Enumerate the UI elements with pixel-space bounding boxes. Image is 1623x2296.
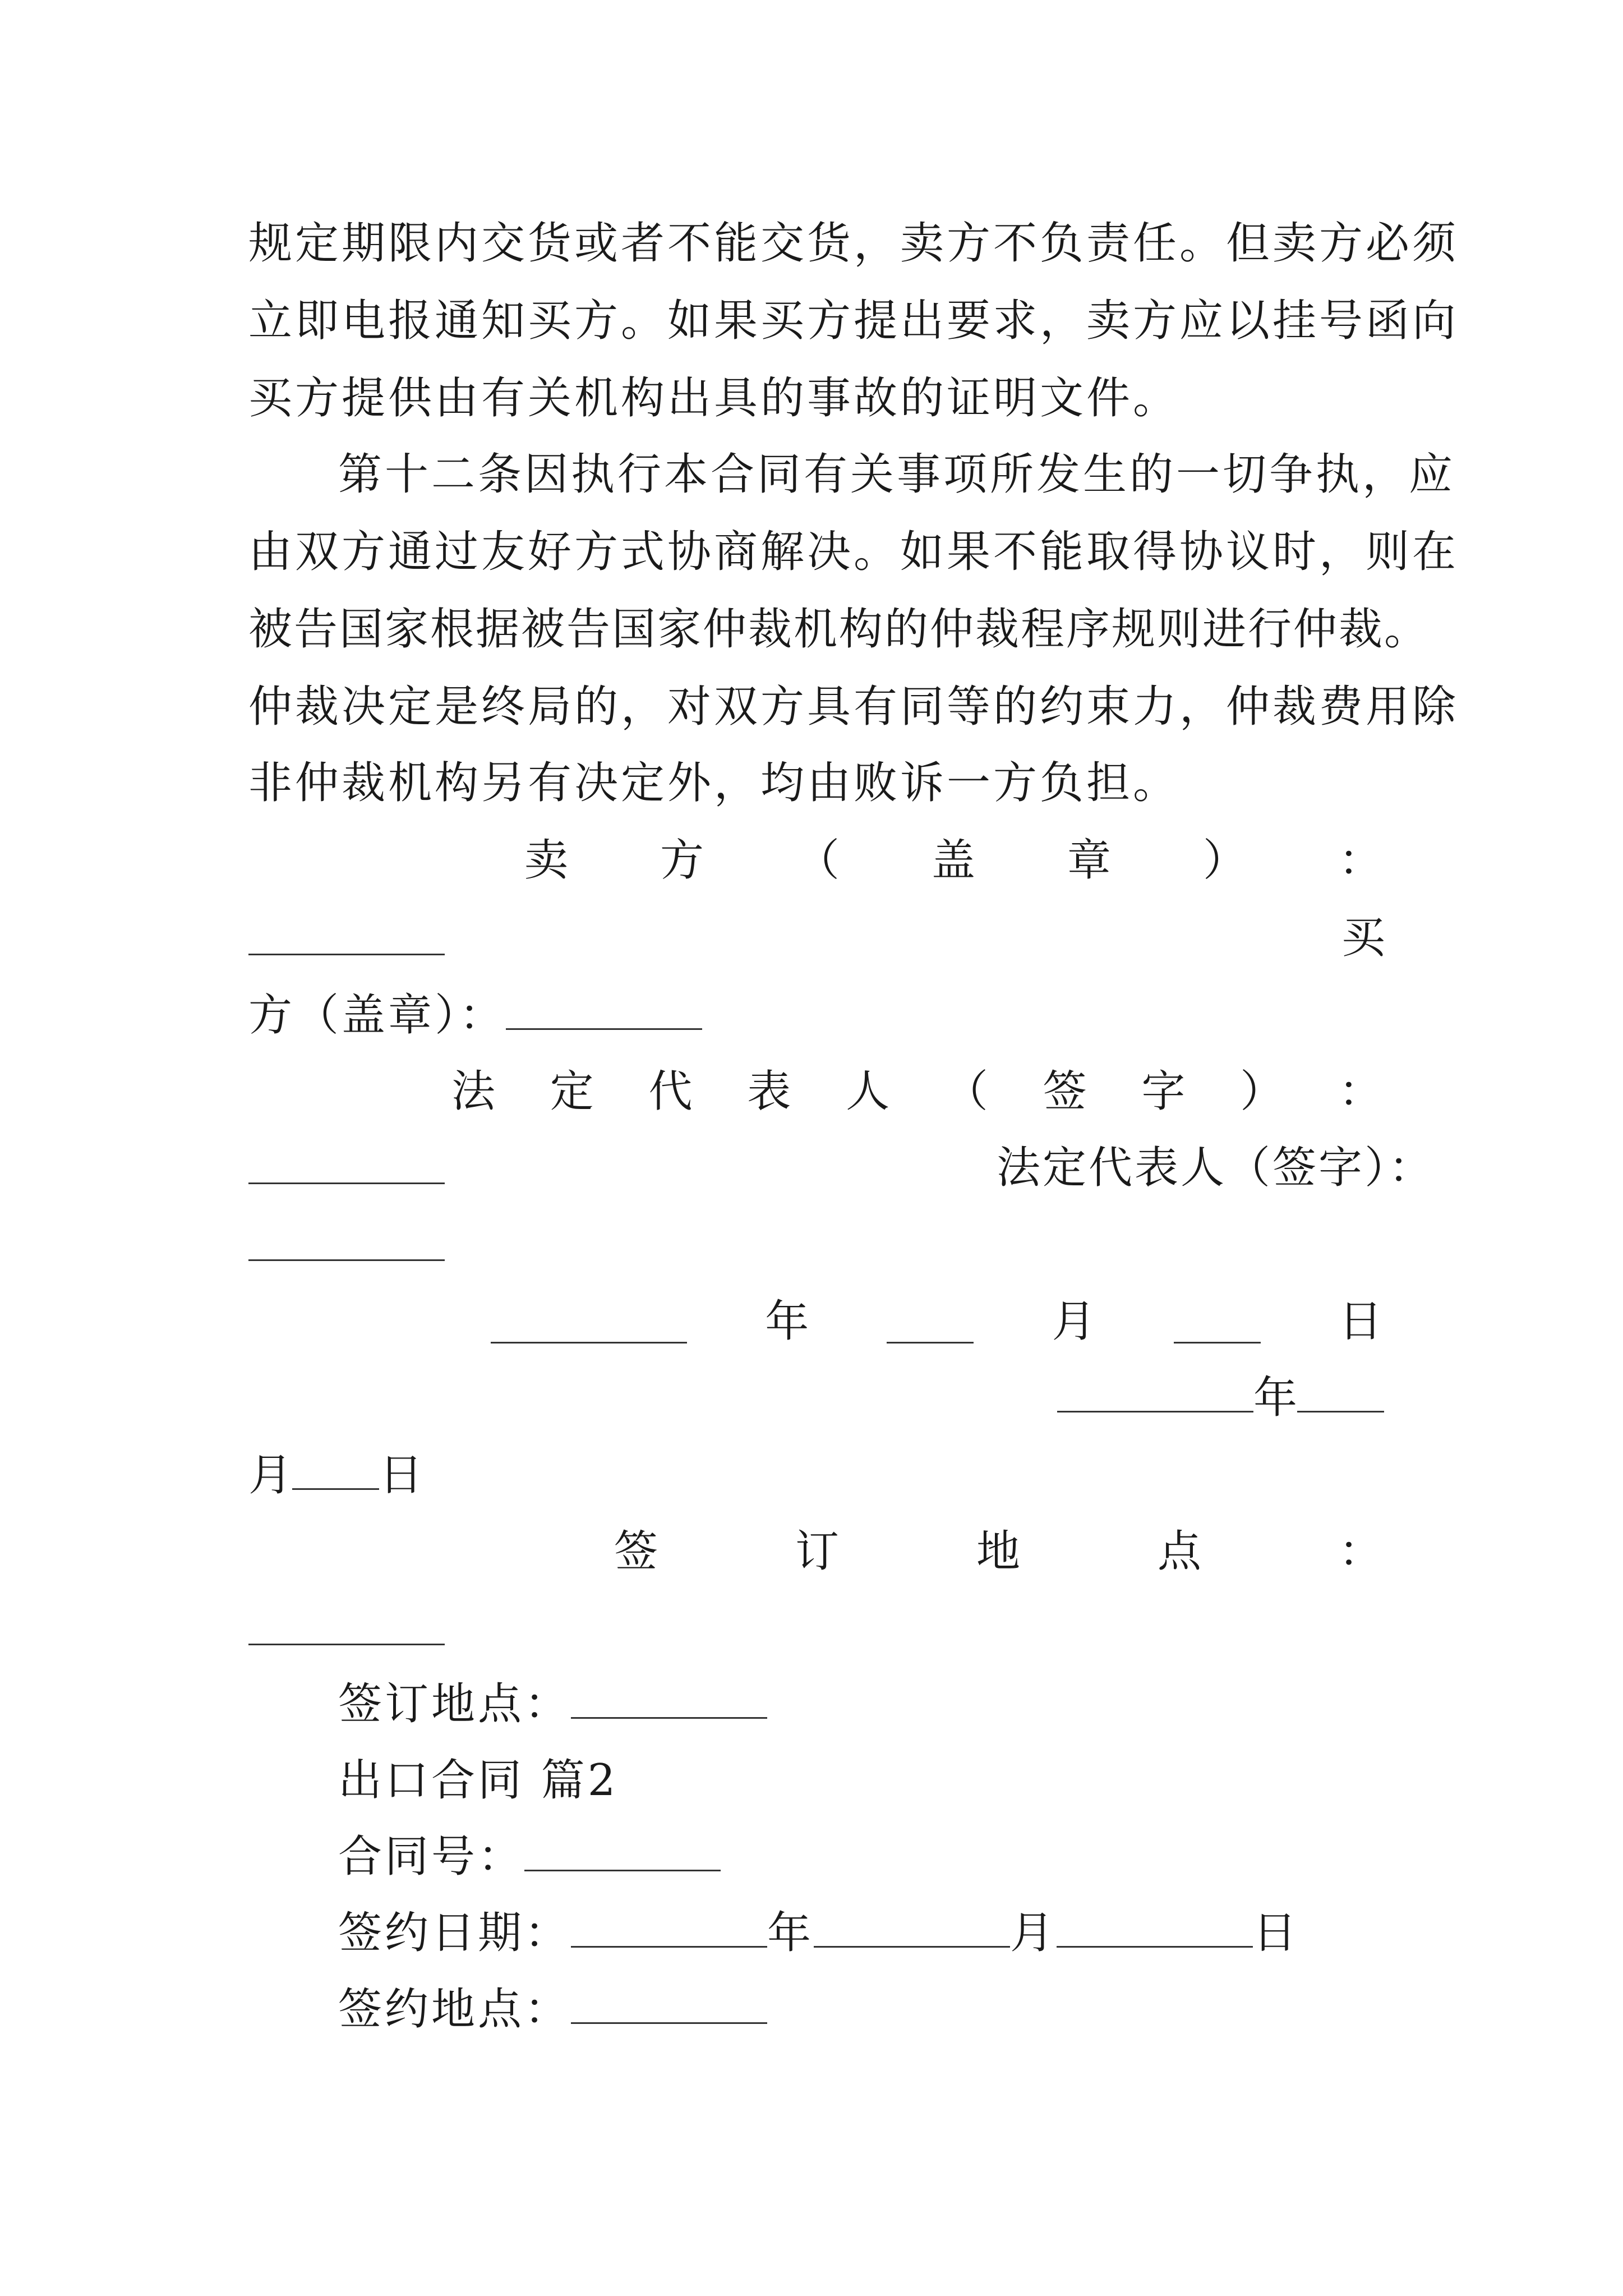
month-label: 月 [248, 1450, 293, 1501]
buyer-seal-row [248, 990, 702, 1041]
contract-no-label: 合同号： [338, 1832, 525, 1882]
body-line-1: 规定期限内交货或者不能交货，卖方不负责任。但卖方必须 [248, 218, 1459, 269]
sign-place-char: 订 [795, 1526, 839, 1577]
year-label: 年 [1253, 1373, 1298, 1423]
buyer-day-blank [292, 1455, 379, 1490]
seller-seal-blank [248, 954, 445, 955]
buyer-rep-blank [248, 1259, 445, 1261]
seller-seal-char: 章 [1067, 835, 1111, 886]
sign-date-label: 签约日期： [338, 1908, 571, 1958]
seller-seal-char: 盖 [931, 835, 975, 886]
sign-place-row [338, 1679, 767, 1729]
sign-date-month-blank [814, 1912, 1010, 1948]
sign-location-label: 签约地点： [338, 1984, 571, 2035]
seller-seal-char: 方 [660, 835, 704, 886]
sign-place-char: 地 [976, 1526, 1020, 1577]
body-line-3: 买方提供由有关机构出具的事故的证明文件。 [248, 373, 1180, 424]
month-label: 月 [1010, 1908, 1057, 1958]
rep-sign-char: 表 [747, 1066, 791, 1117]
section-2-title: 出口合同 篇2 [338, 1755, 619, 1806]
day-label: 日 [379, 1450, 423, 1501]
buyer-date-row-2 [248, 1450, 423, 1501]
sign-place-blank-2 [571, 1683, 767, 1719]
rep-sign-char: 法 [451, 1066, 496, 1117]
buyer-seal-blank [506, 995, 702, 1030]
day-label: 日 [1253, 1908, 1300, 1958]
rep-sign-char: （ [944, 1066, 988, 1117]
seller-seal-char: ） [1202, 835, 1247, 886]
sign-date-row [338, 1908, 1300, 1958]
sign-place-char: 签 [614, 1526, 658, 1577]
body-line-7: 仲裁决定是终局的，对双方具有同等的约束力，仲裁费用除 [248, 682, 1459, 732]
month-label: 月 [1052, 1296, 1096, 1347]
body-line-2: 立即电报通知买方。如果买方提出要求，卖方应以挂号函向 [248, 296, 1459, 346]
buyer-date-row-1 [1057, 1373, 1384, 1423]
sign-date-year-blank [571, 1912, 767, 1948]
contract-no-blank [524, 1836, 721, 1871]
seller-seal-char: （ [795, 835, 840, 886]
day-label: 日 [1338, 1296, 1382, 1347]
seller-seal-char: 卖 [524, 835, 569, 886]
body-line-8: 非仲裁机构另有决定外，均由败诉一方负担。 [248, 758, 1180, 808]
seller-seal-char: ： [1338, 835, 1382, 886]
rep-sign-label [451, 1066, 1382, 1117]
seller-month-blank [887, 1308, 974, 1343]
body-line-5: 由双方通过友好方式协商解决。如果不能取得协议时，则在 [248, 527, 1459, 577]
rep-sign-char: ： [1338, 1066, 1382, 1117]
year-label: 年 [767, 1908, 814, 1958]
rep-sign-char: 字 [1141, 1066, 1186, 1117]
seller-year-blank [491, 1308, 687, 1343]
contract-no-row [338, 1832, 721, 1882]
sign-place-blank [248, 1644, 445, 1645]
rep-sign-char: 签 [1043, 1066, 1087, 1117]
sign-place-char: 点 [1157, 1526, 1201, 1577]
sign-location-blank [571, 1989, 767, 2024]
rep-sign-char: 代 [648, 1066, 693, 1117]
body-line-6: 被告国家根据被告国家仲裁机构的仲裁程序规则进行仲裁。 [248, 604, 1430, 655]
buyer-seal-label: 方（盖章）： [248, 990, 506, 1041]
rep-sign-char: ） [1240, 1066, 1284, 1117]
rep-sign-char: 人 [846, 1066, 890, 1117]
seller-rep-blank [248, 1182, 445, 1184]
sign-place-label-2: 签订地点： [338, 1679, 571, 1729]
buyer-year-blank [1057, 1377, 1253, 1412]
sign-date-day-blank [1057, 1912, 1253, 1948]
buyer-month-blank [1297, 1377, 1384, 1412]
sign-place-label [614, 1526, 1382, 1577]
sign-location-row [338, 1984, 767, 2035]
sign-place-char: ： [1338, 1526, 1382, 1577]
seller-seal-label [524, 835, 1382, 886]
year-label: 年 [765, 1296, 809, 1347]
rep-sign-char: 定 [550, 1066, 594, 1117]
seller-day-blank [1174, 1308, 1261, 1343]
buyer-char: 买 [1341, 913, 1386, 963]
body-line-4: 第十二条因执行本合同有关事项所发生的一切争执，应 [338, 449, 1456, 500]
seller-date-row [491, 1296, 1382, 1347]
buyer-rep-sign-label: 法定代表人（签字）： [997, 1143, 1435, 1193]
